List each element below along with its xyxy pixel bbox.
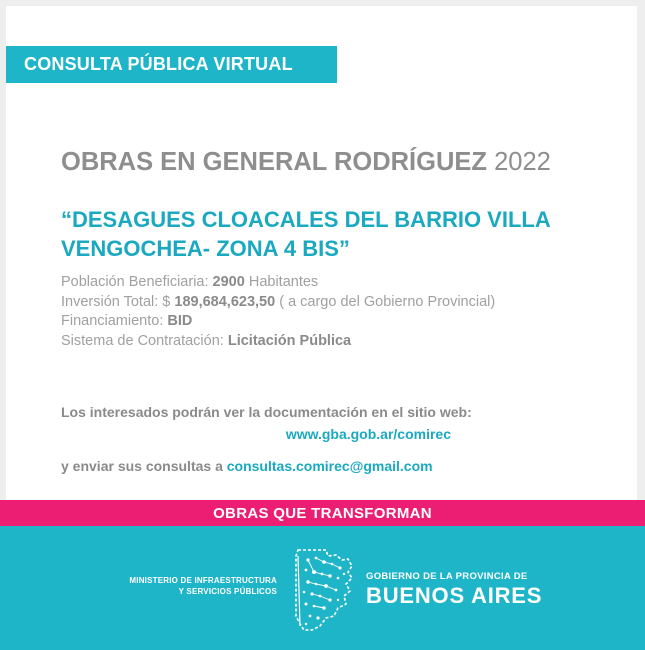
- gov-big-text: BUENOS AIRES: [366, 583, 543, 608]
- docs-text: Los interesados podrán ver la documentación en el sitio web:: [61, 404, 472, 420]
- financiamiento-value: BID: [167, 313, 193, 329]
- frame-top: [0, 0, 645, 6]
- send-text: y enviar sus consultas a: [61, 458, 223, 474]
- poblacion-unit: Habitantes: [248, 274, 319, 290]
- project-name: [61, 205, 623, 263]
- project-details: [61, 273, 621, 351]
- page-title: [61, 148, 621, 177]
- footer: [0, 526, 645, 650]
- inversion-value: 189,684,623,50: [174, 293, 276, 310]
- inversion-note: ( a cargo del Gobierno Provincial): [279, 293, 496, 310]
- government-logo-text: [366, 571, 542, 609]
- consulta-badge-label: CONSULTA PÚBLICA VIRTUAL: [24, 54, 293, 74]
- consulta-badge: [6, 46, 337, 83]
- ministry-line1: MINISTERIO DE INFRAESTRUCTURA: [129, 576, 277, 585]
- inversion-label: Inversión Total: $: [61, 293, 171, 310]
- financiamiento-label: Financiamiento:: [61, 313, 164, 329]
- detail-poblacion: [61, 273, 621, 293]
- slogan-text: OBRAS QUE TRANSFORMAN: [213, 504, 432, 522]
- project-name-line1: “DESAGUES CLOACALES DEL BARRIO VILLA: [61, 207, 551, 232]
- detail-financiamiento: [61, 312, 621, 332]
- ministry-line2: Y SERVICIOS PÚBLICOS: [178, 587, 277, 596]
- title-year: 2022: [494, 148, 551, 176]
- buenos-aires-province-map-icon: [286, 546, 356, 634]
- website-link[interactable]: www.gba.gob.ar/comirec: [285, 426, 451, 442]
- ministry-name: [47, 575, 277, 597]
- detail-inversion: [61, 293, 621, 313]
- gov-small-text: GOBIERNO DE LA PROVINCIA DE: [366, 571, 528, 582]
- project-name-line2: VENGOCHEA- ZONA 4 BIS”: [61, 236, 350, 261]
- sistema-value: Licitación Pública: [227, 332, 352, 349]
- poblacion-label: Población Beneficiaria:: [61, 274, 209, 290]
- slogan-banner: [0, 500, 645, 526]
- sistema-label: Sistema de Contratación:: [61, 332, 224, 349]
- send-consultas: [61, 458, 433, 474]
- poblacion-value: 2900: [212, 274, 245, 290]
- email-link[interactable]: consultas.comirec@gmail.com: [226, 458, 433, 474]
- title-main: OBRAS EN GENERAL RODRÍGUEZ: [61, 148, 487, 176]
- frame-right: [637, 0, 645, 520]
- detail-sistema: [61, 332, 621, 352]
